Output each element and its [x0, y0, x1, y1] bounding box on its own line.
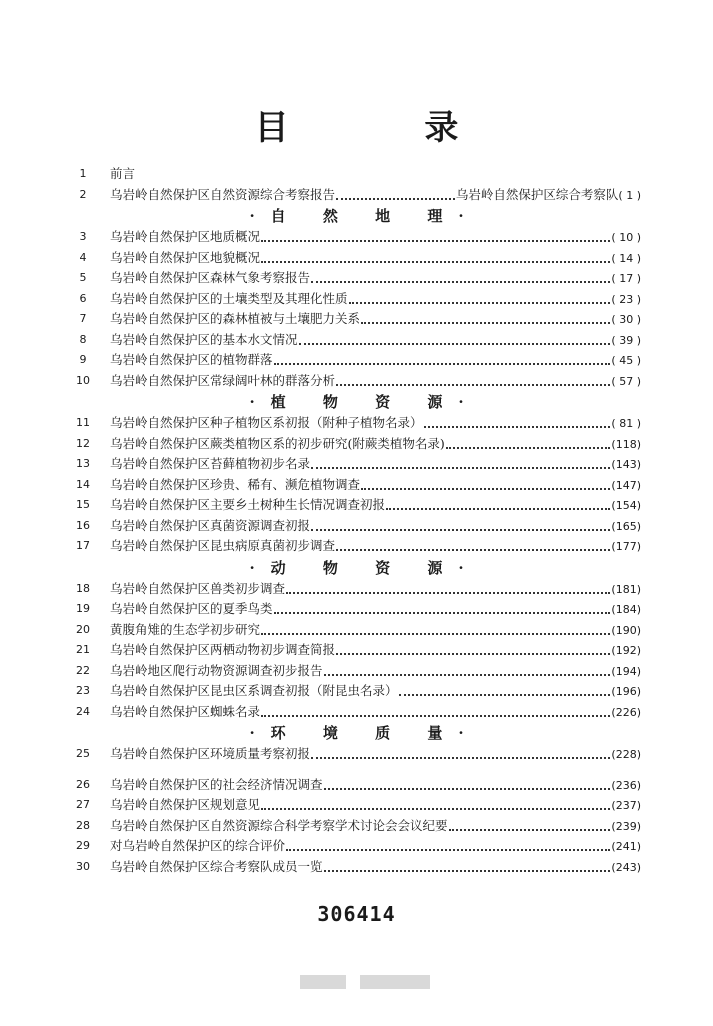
toc-entry[interactable] [0, 268, 713, 289]
entry-number: 15 [76, 498, 90, 511]
entry-title: 乌岩岭自然保护区的夏季鸟类 [110, 601, 273, 616]
page-number: (239) [611, 819, 641, 833]
entry-title: 乌岩岭地区爬行动物资源调查初步报告 [110, 662, 323, 678]
dot-leader [261, 797, 610, 810]
page-number: (196) [611, 685, 641, 698]
entry-number: 4 [79, 250, 87, 264]
entry-number: 25 [76, 747, 90, 760]
entry-title: 乌岩岭自然保护区自然资源综合考察报告 [110, 186, 336, 202]
spacer [0, 765, 713, 775]
entry-number: 8 [79, 332, 87, 346]
dot-leader [449, 818, 611, 831]
entry-line [110, 536, 641, 558]
page-number: ( 30 ) [611, 313, 641, 326]
catalog-number: 306414 [317, 902, 396, 926]
toc-entry[interactable] [0, 744, 713, 765]
dot-leader [299, 332, 611, 345]
toc-entry[interactable] [0, 681, 713, 702]
dot-leader [286, 838, 610, 851]
dot-leader [324, 663, 611, 676]
page-number: (226) [611, 705, 641, 719]
toc-entry[interactable] [0, 640, 713, 661]
page-number: (243) [611, 860, 641, 874]
entry-line [110, 248, 641, 270]
dot-leader [361, 477, 610, 490]
entry-title: 乌岩岭自然保护区珍贵、稀有、濒危植物调查 [110, 476, 361, 492]
toc-entry[interactable] [0, 516, 713, 537]
toc-entry[interactable] [0, 816, 713, 837]
toc-entry[interactable] [0, 599, 713, 620]
page-number: (228) [611, 748, 641, 761]
entry-title: 乌岩岭自然保护区常绿阔叶林的群落分析 [110, 372, 336, 388]
section-heading: ·动 物 资 源· [249, 558, 480, 577]
dot-leader [261, 704, 610, 717]
page-number: ( 17 ) [611, 272, 641, 285]
entry-title: 乌岩岭自然保护区森林气象考察报告 [110, 270, 311, 285]
page-title: 目 录 [254, 108, 521, 148]
toc-entry[interactable] [0, 495, 713, 516]
entry-title: 乌岩岭自然保护区地貌概况 [110, 249, 261, 265]
entry-line [110, 661, 641, 683]
toc-entry[interactable] [0, 185, 713, 206]
dot-leader [446, 436, 611, 449]
entry-line [110, 434, 641, 456]
entry-line [110, 185, 641, 207]
entry-number: 30 [76, 859, 90, 873]
entry-title: 乌岩岭自然保护区规划意见 [110, 797, 261, 812]
entry-title: 乌岩岭自然保护区的基本水文情况 [110, 331, 298, 347]
dot-leader [311, 456, 610, 469]
page-number: (177) [611, 540, 641, 553]
entry-line [110, 309, 641, 331]
entry-line [110, 454, 641, 476]
scan-smudge [280, 972, 450, 992]
entry-number: 3 [79, 230, 87, 243]
toc-entry[interactable] [0, 661, 713, 682]
entry-line [110, 371, 641, 393]
dot-leader [399, 683, 611, 696]
page-number: ( 81 ) [611, 417, 641, 430]
page-number: (190) [611, 623, 641, 637]
entry-line [110, 475, 641, 497]
toc-entry[interactable] [0, 227, 713, 248]
page-number: ( 14 ) [611, 251, 641, 265]
entry-line [110, 599, 641, 621]
entry-line [110, 702, 641, 724]
dot-leader [336, 373, 610, 386]
dot-leader [361, 311, 610, 324]
entry-line [110, 330, 641, 352]
entry-number: 7 [79, 312, 87, 325]
entry-line [110, 579, 641, 601]
page-number: (194) [611, 664, 641, 678]
entry-title: 对乌岩岭自然保护区的综合评价 [110, 838, 286, 853]
entry-title: 前言 [110, 166, 136, 181]
dot-leader [311, 746, 610, 759]
dot-leader [336, 642, 610, 655]
toc-entry[interactable] [0, 795, 713, 816]
dot-leader [261, 250, 610, 263]
toc-entry[interactable] [0, 330, 713, 351]
page-number: ( 10 ) [611, 231, 641, 244]
dot-leader [324, 859, 611, 872]
entry-number: 9 [79, 353, 87, 366]
toc-entry[interactable] [0, 164, 713, 185]
entry-number: 16 [76, 518, 90, 532]
entry-line [110, 744, 641, 766]
entry-line [110, 857, 641, 879]
entry-number: 20 [76, 622, 90, 636]
entry-line [110, 227, 641, 249]
entry-line [110, 350, 641, 372]
toc-entry[interactable] [0, 702, 713, 723]
page-number: (147) [611, 478, 641, 492]
entry-number: 2 [79, 187, 87, 201]
toc-entry[interactable] [0, 475, 713, 496]
entry-number: 21 [76, 643, 90, 656]
entry-title: 乌岩岭自然保护区兽类初步调查 [110, 580, 286, 596]
entry-number: 14 [76, 477, 90, 491]
entry-number: 10 [76, 373, 90, 387]
toc-entry[interactable] [0, 350, 713, 371]
entry-number: 5 [79, 271, 87, 284]
entry-title: 乌岩岭自然保护区环境质量考察初报 [110, 746, 311, 761]
entry-number: 13 [76, 457, 90, 470]
entry-title: 乌岩岭自然保护区种子植物区系初报（附种子植物名录） [110, 415, 423, 430]
entry-title: 乌岩岭自然保护区的土壤类型及其理化性质 [110, 290, 348, 306]
dot-leader [286, 581, 610, 594]
entry-title: 乌岩岭自然保护区两栖动物初步调查简报 [110, 642, 336, 657]
dot-leader [311, 270, 610, 283]
entry-number: 1 [79, 167, 87, 180]
entry-number: 23 [76, 684, 90, 697]
entry-line [110, 620, 641, 642]
entry-line [110, 775, 641, 797]
page-number: ( 39 ) [611, 333, 641, 347]
entry-title: 乌岩岭自然保护区的植物群落 [110, 352, 273, 367]
entry-title: 乌岩岭自然保护区的社会经济情况调查 [110, 776, 323, 792]
toc-entry[interactable] [0, 775, 713, 796]
page-number: (184) [611, 603, 641, 616]
toc-entry[interactable] [0, 413, 713, 434]
entry-number: 11 [76, 416, 90, 429]
dot-leader [424, 415, 611, 428]
entry-line [110, 640, 641, 662]
dot-leader [336, 187, 455, 200]
entry-line [110, 795, 641, 817]
dot-leader [261, 229, 610, 242]
entry-line [110, 413, 641, 435]
page-number: ( 45 ) [611, 354, 641, 367]
dot-leader [261, 622, 610, 635]
entry-number: 19 [76, 602, 90, 615]
entry-title: 乌岩岭自然保护区综合考察队成员一览 [110, 858, 323, 874]
toc-entry[interactable] [0, 857, 713, 878]
entry-title: 乌岩岭自然保护区自然资源综合科学考察学术讨论会会议纪要 [110, 817, 448, 833]
entry-title: 乌岩岭自然保护区昆虫病原真菌初步调查 [110, 538, 336, 553]
page-number: (154) [611, 499, 641, 512]
toc-entry[interactable] [0, 620, 713, 641]
entry-title: 黄腹角雉的生态学初步研究 [110, 621, 261, 637]
dot-leader [324, 777, 611, 790]
entry-line [110, 164, 641, 185]
toc-entry[interactable] [0, 536, 713, 557]
page-number: (165) [611, 519, 641, 533]
entry-number: 29 [76, 839, 90, 852]
dot-leader [336, 538, 610, 551]
entry-number: 17 [76, 539, 90, 552]
toc-entry[interactable] [0, 579, 713, 600]
toc-entry[interactable] [0, 309, 713, 330]
entry-number: 12 [76, 436, 90, 450]
dot-leader [274, 601, 611, 614]
entry-title: 乌岩岭自然保护区昆虫区系调查初报（附昆虫名录） [110, 683, 398, 698]
table-of-contents [0, 164, 713, 877]
entry-line [110, 516, 641, 538]
dot-leader [386, 497, 610, 510]
toc-entry[interactable] [0, 289, 713, 310]
section-heading: ·植 物 资 源· [249, 393, 480, 411]
entry-line [110, 495, 641, 517]
page-number: (241) [611, 840, 641, 853]
page-number: ( 1 ) [618, 188, 641, 202]
section-heading: ·自 然 地 理· [249, 207, 480, 225]
toc-entry[interactable] [0, 454, 713, 475]
page-number: ( 57 ) [611, 374, 641, 388]
entry-number: 6 [79, 291, 87, 305]
toc-entry[interactable] [0, 371, 713, 392]
entry-line [110, 268, 641, 290]
dot-leader [349, 291, 611, 304]
entry-number: 22 [76, 663, 90, 677]
entry-title: 乌岩岭自然保护区蜘蛛名录 [110, 703, 261, 719]
entry-number: 27 [76, 798, 90, 811]
entry-title: 乌岩岭自然保护区蕨类植物区系的初步研究(附蕨类植物名录) [110, 435, 445, 451]
entry-author: 乌岩岭自然保护区综合考察队 [455, 186, 619, 202]
toc-entry[interactable] [0, 434, 713, 455]
entry-line [110, 289, 641, 311]
entry-title: 乌岩岭自然保护区主要乡土树种生长情况调查初报 [110, 497, 386, 512]
page-number: (143) [611, 458, 641, 471]
entry-title: 乌岩岭自然保护区苔藓植物初步名录 [110, 456, 311, 471]
page-number: (192) [611, 644, 641, 657]
entry-number: 24 [76, 704, 90, 718]
entry-line [110, 836, 641, 858]
section-heading: ·环 境 质 量· [249, 724, 480, 742]
page-number: (118) [611, 437, 641, 451]
dot-leader [311, 518, 610, 531]
page-number: (237) [611, 799, 641, 812]
entry-line [110, 681, 641, 703]
entry-title: 乌岩岭自然保护区真菌资源调查初报 [110, 517, 311, 533]
entry-number: 26 [76, 777, 90, 791]
entry-number: 28 [76, 818, 90, 832]
entry-line [110, 816, 641, 838]
page-number: (236) [611, 778, 641, 792]
toc-entry[interactable] [0, 836, 713, 857]
dot-leader [274, 352, 611, 365]
entry-title: 乌岩岭自然保护区地质概况 [110, 229, 261, 244]
page-number: ( 23 ) [611, 292, 641, 306]
toc-entry[interactable] [0, 248, 713, 269]
page-number: (181) [611, 582, 641, 596]
entry-title: 乌岩岭自然保护区的森林植被与土壤肥力关系 [110, 311, 361, 326]
entry-number: 18 [76, 581, 90, 595]
